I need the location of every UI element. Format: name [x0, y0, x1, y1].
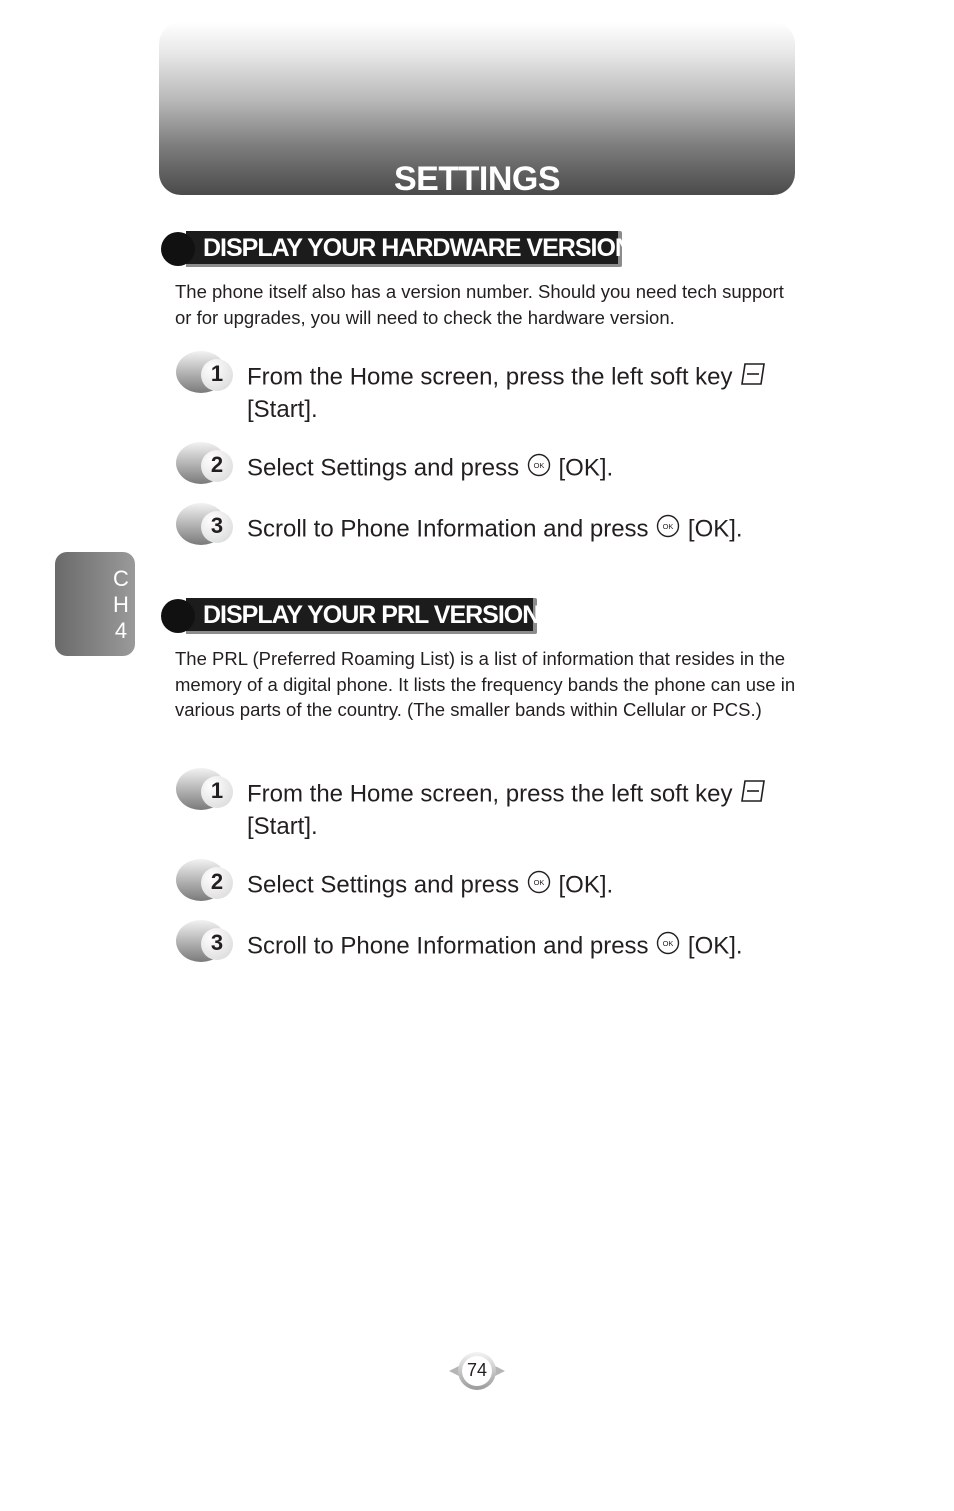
step-number: 2	[210, 869, 224, 894]
page-header	[159, 22, 795, 198]
section-heading-label: DISPLAY YOUR HARDWARE VERSION	[203, 234, 632, 262]
svg-text:OK: OK	[662, 522, 674, 531]
section-description: The PRL (Preferred Roaming List) is a list of information that resides in the memory of a digital phone. It lists the frequency bands the phone can use in various parts of the country. (The smaller bands within Cellular or PCS.)	[175, 648, 796, 720]
svg-text:OK: OK	[533, 878, 545, 887]
step-text-before: Select Settings and press	[247, 454, 520, 482]
ok-key-icon	[655, 513, 681, 547]
step-badge	[175, 919, 233, 965]
step-text-after: [Start].	[247, 396, 318, 423]
svg-text:OK: OK	[533, 461, 545, 470]
ok-key-icon	[655, 930, 681, 964]
ok-key-icon	[526, 452, 552, 486]
step-text	[247, 361, 807, 425]
step-text-before: From the Home screen, press the left soft key	[247, 780, 733, 808]
step-text-after: [Start].	[247, 813, 318, 840]
bullet-dot-icon	[161, 599, 195, 633]
step-text-after: [OK].	[558, 454, 614, 482]
chapter-tab-char: 4	[114, 618, 128, 643]
step-number: 1	[210, 361, 224, 386]
ok-key-icon	[526, 869, 552, 903]
bullet-dot-icon	[161, 232, 195, 266]
step-text-before: Select Settings and press	[247, 871, 520, 899]
step-number: 2	[210, 452, 224, 477]
step-badge	[175, 502, 233, 548]
section-heading-label: DISPLAY YOUR PRL VERSION	[203, 601, 540, 629]
step-badge	[175, 350, 233, 396]
step-number: 3	[210, 930, 224, 955]
step-text	[247, 778, 807, 842]
step-text-before: Scroll to Phone Information and press	[247, 515, 649, 543]
step-text-before: From the Home screen, press the left soft key	[247, 363, 733, 391]
step-badge	[175, 441, 233, 487]
left-soft-key-icon	[739, 361, 767, 395]
step-text	[247, 452, 807, 486]
svg-text:OK: OK	[662, 939, 674, 948]
page-number-text: 74	[466, 1360, 488, 1380]
step-text	[247, 930, 807, 964]
step-number: 3	[210, 513, 224, 538]
chapter-tab-char: C	[113, 566, 129, 591]
step-text-before: Scroll to Phone Information and press	[247, 932, 649, 960]
page-title: SETTINGS	[393, 160, 561, 198]
step-badge	[175, 767, 233, 813]
step-number: 1	[210, 778, 224, 803]
chapter-tab-char: H	[113, 592, 129, 617]
page-number	[447, 1350, 507, 1392]
step-text-after: [OK].	[558, 871, 614, 899]
section-description: The phone itself also has a version number. Should you need tech support or for upgrades, you will need to check the hardware version.	[175, 281, 784, 328]
step-badge	[175, 858, 233, 904]
step-text	[247, 869, 807, 903]
step-text	[247, 513, 807, 547]
left-soft-key-icon	[739, 778, 767, 812]
chapter-tab	[55, 552, 135, 656]
step-text-after: [OK].	[687, 932, 743, 960]
step-text-after: [OK].	[687, 515, 743, 543]
